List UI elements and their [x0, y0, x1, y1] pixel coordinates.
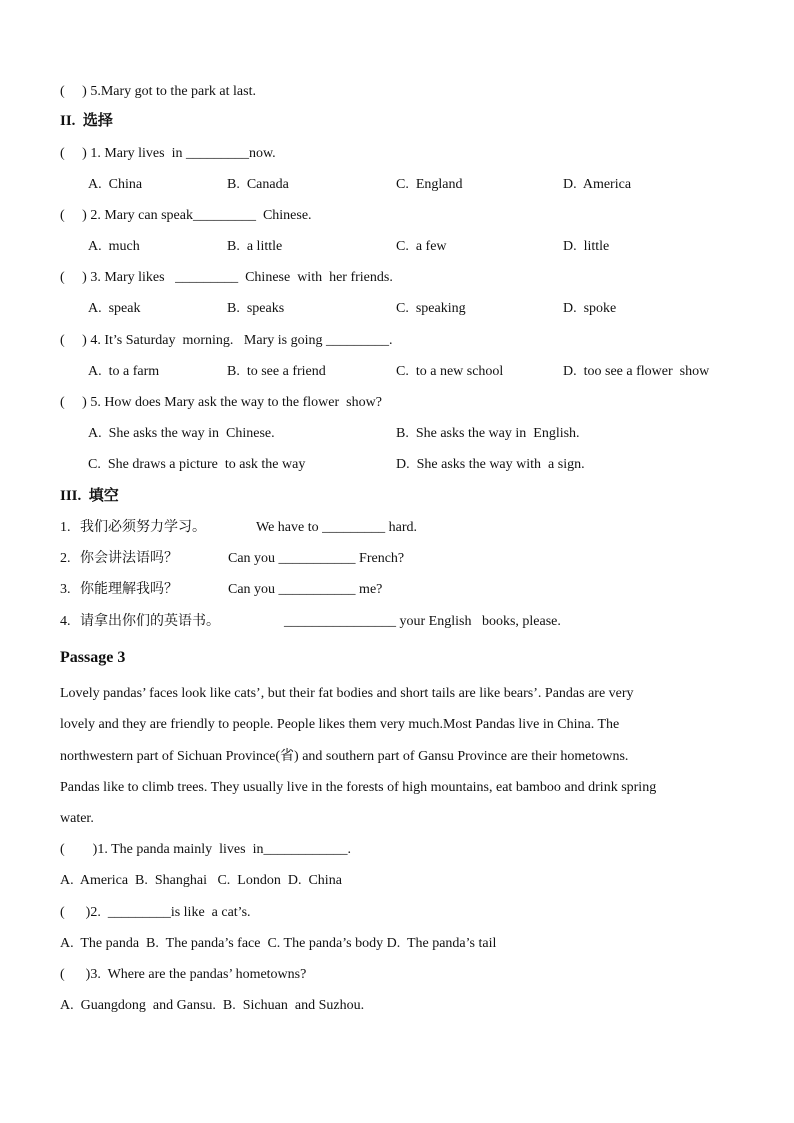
s2-question-4: ( ) 4. It’s Saturday morning. Mary is going _________.	[60, 333, 393, 348]
s2-q4-option-a: A. to a farm	[88, 364, 160, 379]
p3-question-1-options: A. America B. Shanghai C. London D. China	[60, 873, 342, 888]
s3-item-1-number: 1.	[60, 520, 71, 535]
s2-q4-option-b: B. to see a friend	[227, 364, 326, 379]
s2-q4-option-c: C. to a new school	[396, 364, 504, 379]
passage-3-title: Passage 3	[60, 649, 126, 666]
s3-item-1-chinese: 我们必须努力学习。	[80, 519, 206, 535]
p3-question-3-options: A. Guangdong and Gansu. B. Sichuan and Suzhou.	[60, 998, 365, 1013]
p3-question-2-options: A. The panda B. The panda’s face C. The panda’s body D. The panda’s tail	[60, 936, 497, 951]
s3-item-2-english: Can you ___________ French?	[228, 551, 405, 566]
s3-item-1-english: We have to _________ hard.	[256, 520, 417, 535]
p3-question-3: ( )3. Where are the pandas’ hometowns?	[60, 967, 307, 982]
s2-q3-option-c: C. speaking	[396, 301, 466, 316]
passage-line-2: lovely and they are friendly to people. People likes them very much.Most Pandas live in China. The	[60, 717, 620, 732]
s3-item-4-english: ________________ your English books, please.	[284, 614, 561, 629]
s2-q5-option-c: C. She draws a picture to ask the way	[88, 457, 306, 472]
s3-item-3-english: Can you ___________ me?	[228, 582, 383, 597]
s2-question-1: ( ) 1. Mary lives in _________now.	[60, 146, 276, 161]
s2-q1-option-c: C. England	[396, 177, 463, 192]
s2-q1-option-b: B. Canada	[227, 177, 289, 192]
p3-question-2: ( )2. _________is like a cat’s.	[60, 905, 251, 920]
s2-q1-option-d: D. America	[563, 177, 632, 192]
s3-item-3-chinese: 你能理解我吗？	[80, 581, 178, 597]
s3-item-2-number: 2.	[60, 551, 71, 566]
s2-q1-option-a: A. China	[88, 177, 143, 192]
s2-q2-option-c: C. a few	[396, 239, 447, 254]
s3-item-3-number: 3.	[60, 582, 71, 597]
s2-q2-option-b: B. a little	[227, 239, 283, 254]
s3-item-2-chinese: 你会讲法语吗？	[80, 550, 178, 566]
s2-q3-option-b: B. speaks	[227, 301, 285, 316]
passage-line-5: water.	[60, 811, 94, 826]
s2-q3-option-a: A. speak	[88, 301, 141, 316]
s2-question-5: ( ) 5. How does Mary ask the way to the flower show?	[60, 395, 382, 410]
s3-item-4-number: 4.	[60, 614, 71, 629]
s2-q2-option-a: A. much	[88, 239, 140, 254]
s2-q2-option-d: D. little	[563, 239, 610, 254]
s2-q5-option-b: B. She asks the way in English.	[396, 426, 580, 441]
p3-question-1: ( )1. The panda mainly lives in____________.	[60, 842, 351, 857]
s2-question-2: ( ) 2. Mary can speak_________ Chinese.	[60, 208, 312, 223]
s2-q4-option-d: D. too see a flower show	[563, 364, 710, 379]
s3-item-4-chinese: 请拿出你们的英语书。	[80, 613, 220, 629]
section-3-heading: III. 填空	[60, 488, 119, 504]
part1-question-5: ( ) 5.Mary got to the park at last.	[60, 84, 256, 99]
passage-line-1: Lovely pandas’ faces look like cats’, but their fat bodies and short tails are like bears’. Pandas are very	[60, 686, 634, 701]
s2-q3-option-d: D. spoke	[563, 301, 617, 316]
passage-line-4: Pandas like to climb trees. They usually live in the forests of high mountains, eat bamboo and drink spring	[60, 780, 657, 795]
s2-question-3: ( ) 3. Mary likes _________ Chinese with her friends.	[60, 270, 393, 285]
passage-line-3: northwestern part of Sichuan Province(省) and southern part of Gansu Province are their hometowns.	[60, 749, 629, 764]
section-2-heading: II. 选择	[60, 113, 113, 129]
s2-q5-option-d: D. She asks the way with a sign.	[396, 457, 585, 472]
s2-q5-option-a: A. She asks the way in Chinese.	[88, 426, 275, 441]
